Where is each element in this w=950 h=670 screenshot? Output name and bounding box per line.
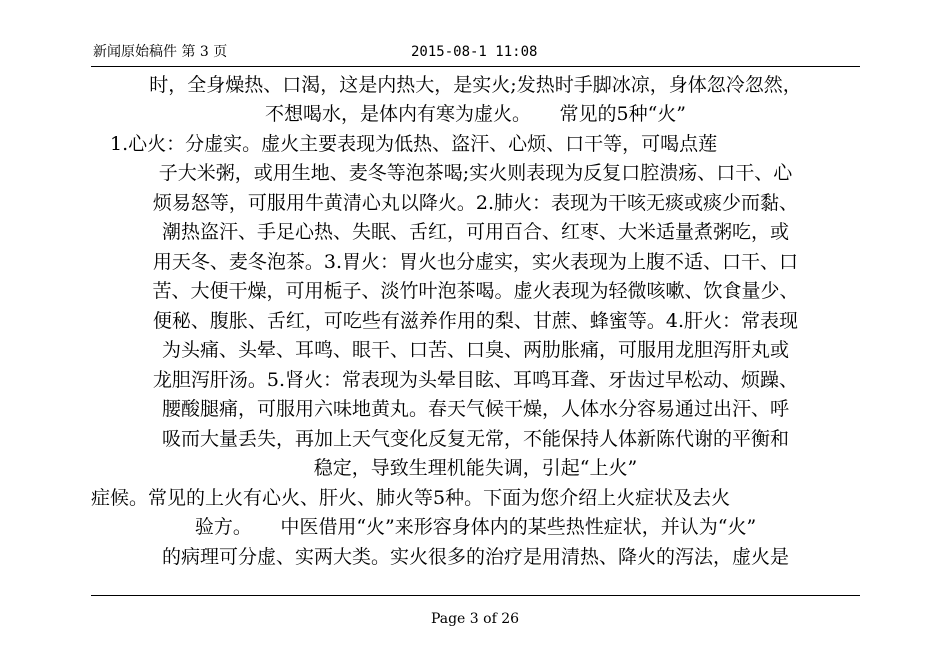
text-line: 时，全身燥热、口渴，这是内热大，是实火;发热时手脚冰凉，身体忽冷忽然， — [149, 74, 802, 96]
footer-rule — [91, 595, 860, 596]
text-line: 苦、大便干燥，可用栀子、淡竹叶泡茶喝。虚火表现为轻微咳嗽、饮食量少、 — [152, 280, 799, 302]
header-document-label: 新闻原始稿件 第 3 页 — [93, 44, 228, 60]
text-line: 腰酸腿痛，可服用六味地黄丸。春天气候干燥，人体水分容易通过出汗、呼 — [161, 398, 789, 420]
header-datetime: 2015-08-1 11:08 — [411, 44, 538, 60]
text-line: 烦易怒等，可服用牛黄清心丸以降火。2.肺火：表现为干咳无痰或痰少而黏、 — [152, 192, 799, 214]
text-line: 便秘、腹胀、舌红，可吃些有滋养作用的梨、甘蔗、蜂蜜等。4.肝火：常表现 — [152, 310, 799, 332]
text-line: 用天冬、麦冬泡茶。3.胃火：胃火也分虚实，实火表现为上腹不适、口干、口 — [152, 251, 799, 273]
text-line: 的病理可分虚、实两大类。实火很多的治疗是用清热、降火的泻法，虚火是 — [161, 546, 789, 568]
text-line: 子大米粥，或用生地、麦冬等泡茶喝;实火则表现为反复口腔溃疡、口干、心 — [158, 162, 793, 184]
text-line: 吸而大量丢失，再加上天气变化反复无常，不能保持人体新陈代谢的平衡和 — [161, 428, 789, 450]
text-line: 稳定，导致生理机能失调，引起“上火” — [313, 457, 638, 479]
text-line: 验方。 中医借用“火”来形容身体内的某些热性症状，并认为“火” — [194, 516, 757, 538]
text-line: 不想喝水，是体内有寒为虚火。 常见的5种“火” — [264, 103, 687, 125]
text-line: 症候。常见的上火有心火、肝火、肺火等5种。下面为您介绍上火症状及去火 — [91, 487, 731, 509]
text-line: 为头痛、头晕、耳鸣、眼干、口苦、口臭、两肋胀痛，可服用龙胆泻肝丸或 — [161, 339, 789, 361]
text-line: 龙胆泻肝汤。5.肾火：常表现为头晕目眩、耳鸣耳聋、牙齿过早松动、烦躁、 — [152, 369, 799, 391]
page-number: Page 3 of 26 — [430, 611, 520, 627]
text-line: 1.心火：分虚实。虚火主要表现为低热、盗汗、心烦、口干等，可喝点莲 — [91, 133, 718, 155]
text-line: 潮热盗汗、手足心热、失眠、舌红，可用百合、红枣、大米适量煮粥吃，或 — [161, 221, 789, 243]
header-rule — [91, 66, 860, 67]
